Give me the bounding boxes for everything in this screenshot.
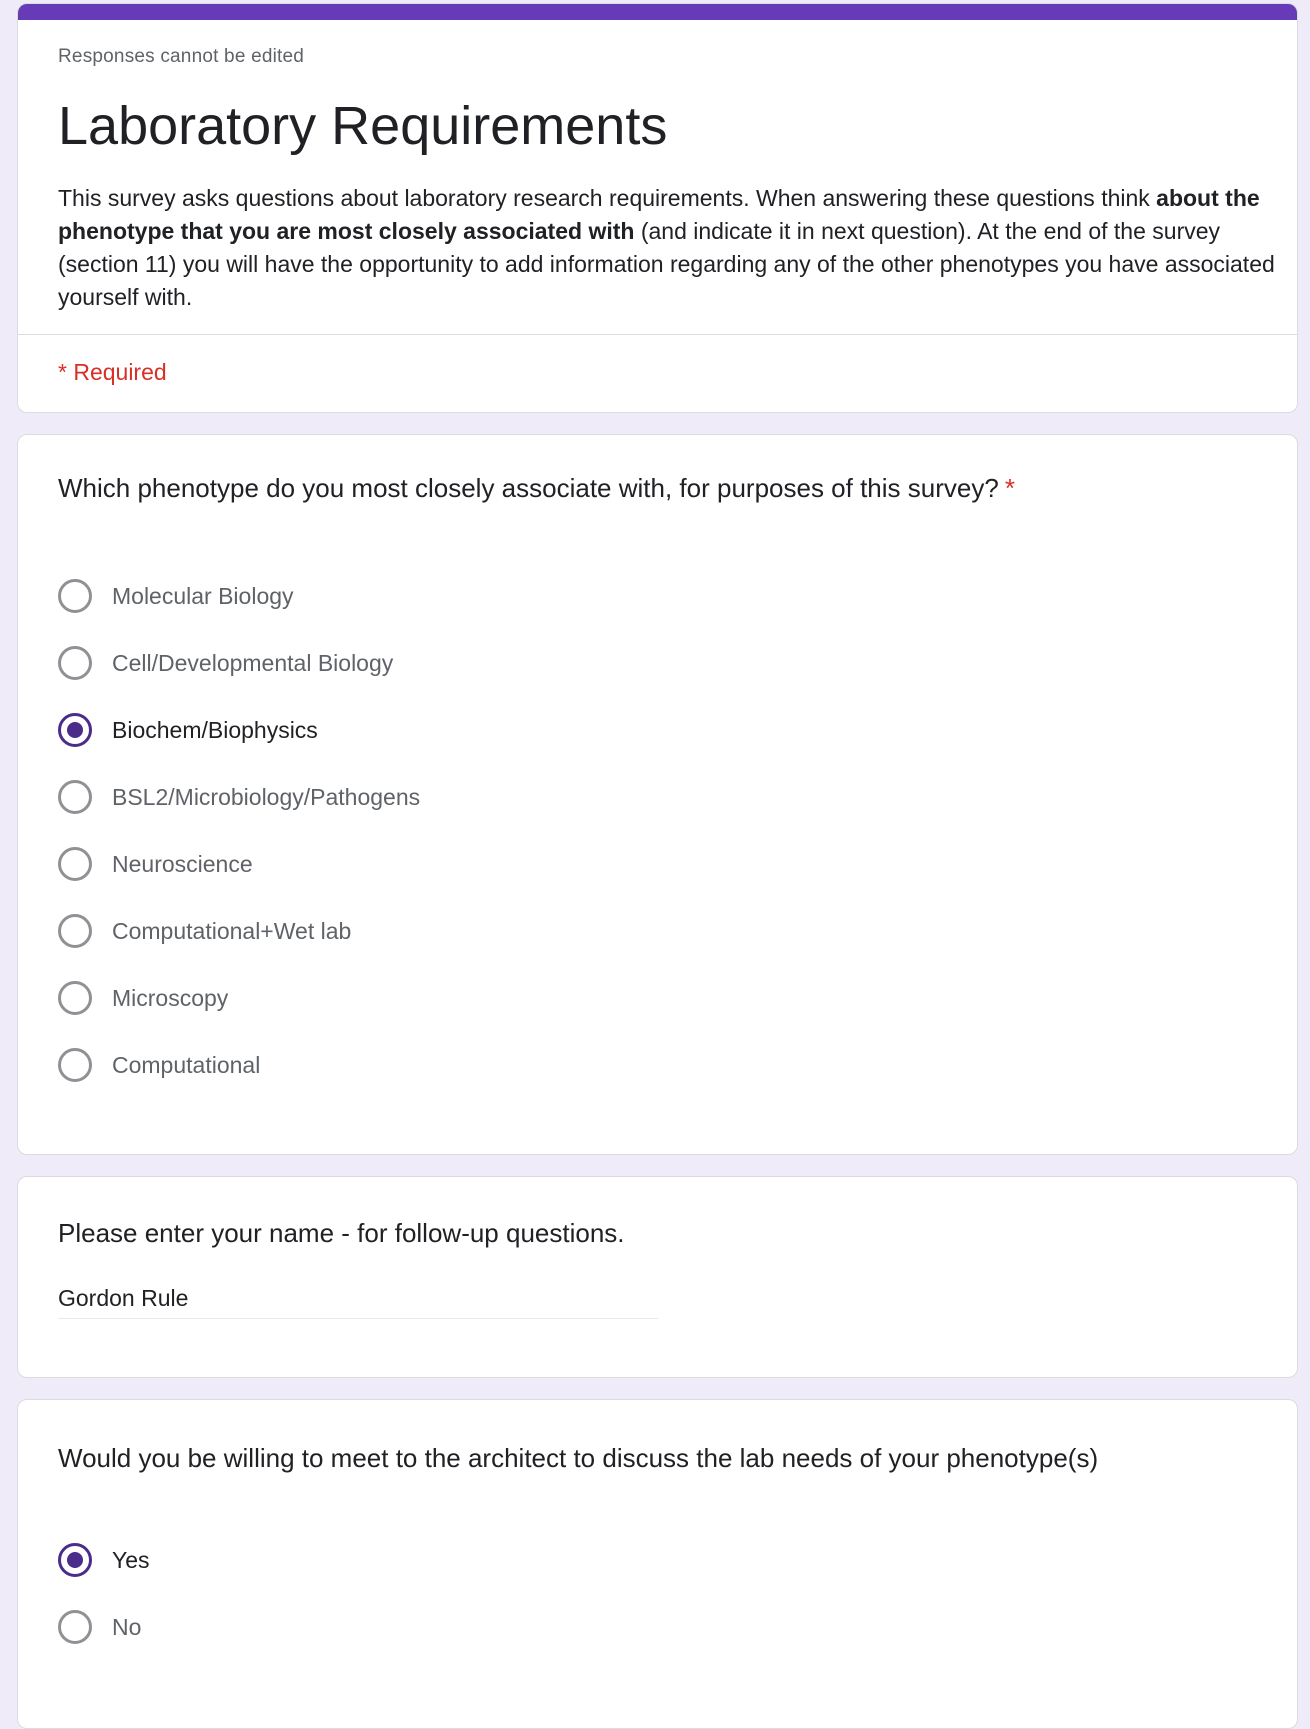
responses-notice: Responses cannot be edited — [58, 46, 305, 67]
question-card-name — [17, 1176, 1298, 1378]
description-bold-text: about the phenotype that you are most closely associated with — [58, 185, 1260, 244]
form-header-card — [17, 3, 1298, 413]
question-architect: Would you be willing to meet to the architect to discuss the lab needs of your phenotype(s) — [58, 1443, 1099, 1473]
header-accent-bar — [18, 4, 1297, 20]
form-description — [58, 182, 1278, 314]
radio-checked-icon[interactable] — [58, 1543, 92, 1577]
description-text-1: This survey asks questions about laboratory research requirements. When answering these questions think — [58, 185, 1157, 211]
radio-option-label: Biochem/Biophysics — [112, 716, 318, 743]
radio-option-label: Yes — [112, 1546, 150, 1573]
name-answer-field[interactable]: Gordon Rule — [58, 1285, 658, 1319]
question-card-architect — [17, 1399, 1298, 1729]
radio-option-neuroscience[interactable] — [58, 844, 253, 884]
radio-option-label: Neuroscience — [112, 850, 253, 877]
question-name: Please enter your name - for follow-up questions. — [58, 1218, 625, 1248]
radio-option-label: Microscopy — [112, 984, 229, 1011]
question-phenotype-text: Which phenotype do you most closely associate with, for purposes of this survey? — [58, 473, 999, 503]
radio-unchecked-icon[interactable] — [58, 1048, 92, 1082]
radio-unchecked-icon[interactable] — [58, 981, 92, 1015]
radio-option-computational-wet-lab[interactable] — [58, 911, 351, 951]
radio-checked-icon[interactable] — [58, 713, 92, 747]
radio-option-label: No — [112, 1613, 142, 1640]
question-card-phenotype — [17, 434, 1298, 1155]
radio-unchecked-icon[interactable] — [58, 1610, 92, 1644]
radio-option-label: Molecular Biology — [112, 582, 294, 609]
radio-unchecked-icon[interactable] — [58, 646, 92, 680]
radio-option-label: Computational — [112, 1051, 261, 1078]
radio-option-label: BSL2/Microbiology/Pathogens — [112, 783, 421, 810]
required-asterisk: * — [1004, 473, 1015, 503]
radio-option-no[interactable] — [58, 1607, 141, 1647]
radio-option-molecular-biology[interactable] — [58, 576, 294, 616]
radio-option-label: Cell/Developmental Biology — [112, 649, 394, 676]
required-note: * Required — [58, 359, 167, 385]
radio-option-biochem-biophysics[interactable] — [58, 710, 318, 750]
radio-option-bsl2-microbiology-pathogens[interactable] — [58, 777, 420, 817]
radio-unchecked-icon[interactable] — [58, 914, 92, 948]
form-title: Laboratory Requirements — [58, 96, 668, 156]
radio-unchecked-icon[interactable] — [58, 847, 92, 881]
description-text-2: (and indicate it in next question). At the end of the survey (section 11) you will have the opportunity to add information regarding any of the other phenotypes you have associated yourself with. — [58, 218, 1275, 310]
radio-unchecked-icon[interactable] — [58, 780, 92, 814]
radio-option-microscopy[interactable] — [58, 978, 228, 1018]
question-phenotype — [58, 472, 1015, 506]
radio-unchecked-icon[interactable] — [58, 579, 92, 613]
radio-option-yes[interactable] — [58, 1540, 150, 1580]
radio-option-label: Computational+Wet lab — [112, 917, 352, 944]
header-divider — [18, 334, 1297, 335]
radio-option-cell-developmental-biology[interactable] — [58, 643, 393, 683]
radio-option-computational[interactable] — [58, 1045, 260, 1085]
